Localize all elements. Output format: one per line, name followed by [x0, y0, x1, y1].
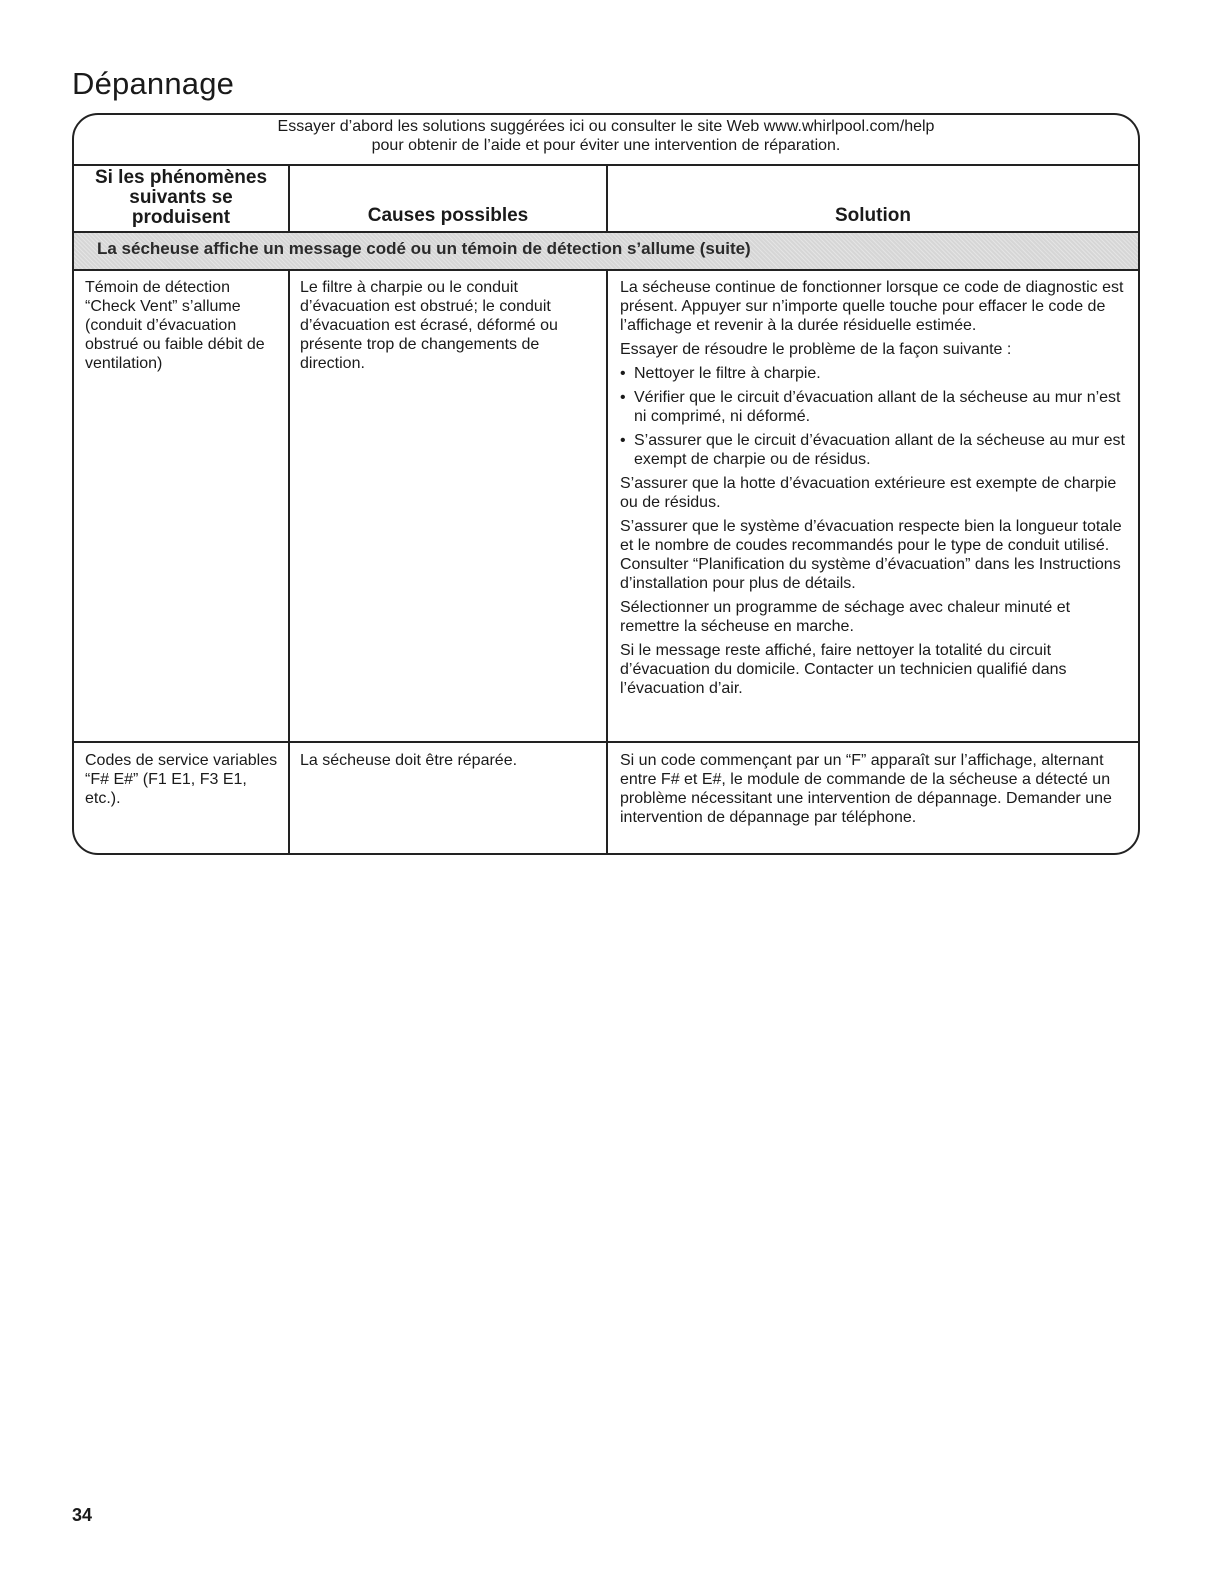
row-1-cause: Le filtre à charpie ou le conduit d’évacuation est obstrué; le conduit d’évacuation est écrasé, déformé ou présente trop de changements de direction.	[300, 279, 558, 372]
row-1-solution-paragraph-3: S’assurer que la hotte d’évacuation extérieure est exempte de charpie ou de résidus.	[620, 475, 1117, 511]
column-divider-2	[606, 269, 608, 855]
column-divider-1	[288, 269, 290, 855]
header-symptoms-line-1: Si les phénomènes	[94, 167, 268, 188]
page-number: 34	[72, 1505, 93, 1525]
row-1-solution-paragraph-4: S’assurer que le système d’évacuation respecte bien la longueur totale et le nombre de coudes recommandés pour le type de conduit utilisé. Consulter “Planification du système d’évacuation” dans les Instructions d’installation pour plus de détails.	[620, 518, 1122, 592]
intro-line-2: pour obtenir de l’aide et pour éviter une intervention de réparation.	[371, 137, 841, 154]
row-1-solution	[620, 278, 1130, 703]
row-2-symptom: Codes de service variables “F# E#” (F1 E1, F3 E1, etc.).	[85, 752, 278, 807]
section-band-title: La sécheuse affiche un message codé ou un témoin de détection s’allume (suite)	[97, 239, 751, 258]
list-item: • Vérifier que le circuit d’évacuation allant de la sécheuse au mur n’est ni comprimé, ni déformé.	[620, 388, 1130, 426]
intro-text	[74, 117, 1138, 155]
row-1-solution-paragraph-6: Si le message reste affiché, faire nettoyer la totalité du circuit d’évacuation du domicile. Contacter un technicien qualifié dans l’évacuation d’air.	[620, 642, 1067, 697]
row-1-symptom: Témoin de détection “Check Vent” s’allume (conduit d’évacuation obstrué ou faible débit de ventilation)	[85, 279, 265, 372]
page-title: Dépannage	[72, 66, 235, 101]
row-1-solution-paragraph-1: La sécheuse continue de fonctionner lorsque ce code de diagnostic est présent. Appuyer sur n’importe quelle touche pour effacer le code de l’affichage et revenir à la durée résiduelle estimée.	[620, 279, 1124, 334]
list-item: • Nettoyer le filtre à charpie.	[620, 364, 1130, 383]
row-2-solution-paragraph-1: Si un code commençant par un “F” apparaît sur l’affichage, alternant entre F# et E#, le module de commande de la sécheuse a détecté un problème nécessitant une intervention de dépannage. Demander une intervention de dépannage par téléphone.	[620, 752, 1112, 826]
row-2-cause: La sécheuse doit être réparée.	[300, 752, 518, 769]
header-symptoms-line-3: produisent	[131, 207, 231, 228]
row-1-solution-paragraph-2: Essayer de résoudre le problème de la façon suivante :	[620, 341, 1012, 358]
header-symptoms	[74, 168, 288, 228]
row-1-solution-paragraph-5: Sélectionner un programme de séchage avec chaleur minuté et remettre la sécheuse en marche.	[620, 599, 1071, 635]
row-2-solution	[620, 751, 1130, 832]
header-causes: Causes possibles	[367, 205, 529, 226]
intro-line-1: Essayer d’abord les solutions suggérées ici ou consulter le site Web www.whirlpool.com/help	[277, 118, 935, 135]
header-symptoms-line-2: suivants se	[129, 187, 233, 208]
list-item: • S’assurer que le circuit d’évacuation allant de la sécheuse au mur est exempt de charpie ou de résidus.	[620, 431, 1130, 469]
row-1-solution-list	[620, 364, 1130, 469]
header-solution: Solution	[835, 205, 911, 226]
